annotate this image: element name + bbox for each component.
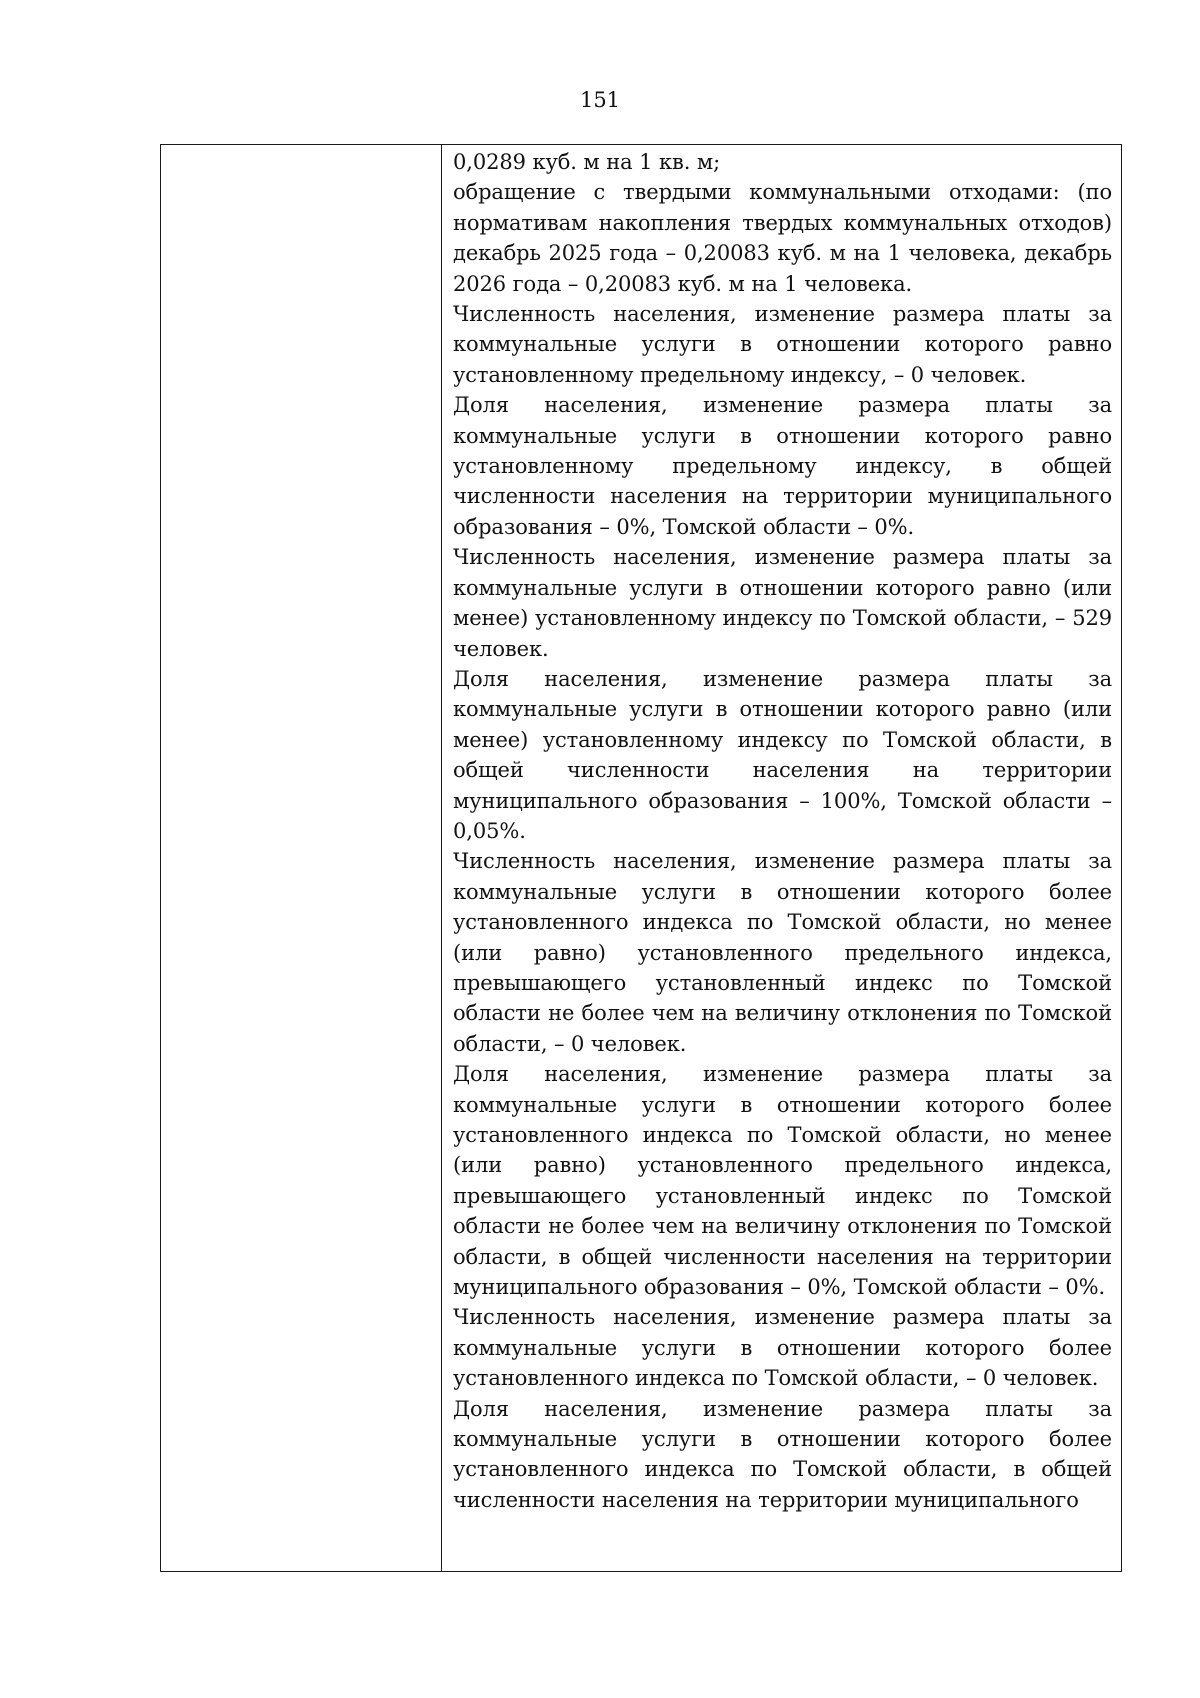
- table-paragraph: обращение с твердыми коммунальными отходами: (по нормативам накопления твердых коммунальных отходов) декабрь 2025 года – 0,20083 куб. м на 1 человека, декабрь 2026 года – 0,20083 куб. м на 1 человека.: [453, 180, 1112, 296]
- table-paragraph: Численность населения, изменение размера платы за коммунальные услуги в отношении которого равно установленному предельному индексу, – 0 человек.: [453, 302, 1112, 387]
- table-paragraph: Численность населения, изменение размера платы за коммунальные услуги в отношении которого равно (или менее) установленному индексу по Томской области, – 529 человек.: [453, 545, 1112, 661]
- table-paragraph: Доля населения, изменение размера платы за коммунальные услуги в отношении которого более установленного индекса по Томской области, но менее (или равно) установленного предельного индекса, превышающего установленный индекс по Томской области не более чем на величину отклонения по Томской области, в общей численности населения на территории муниципального образования – 0%, Томской области – 0%.: [453, 1062, 1112, 1300]
- table-left-cell: [161, 145, 442, 1571]
- document-table: [160, 144, 1122, 1572]
- table-paragraph: Доля населения, изменение размера платы за коммунальные услуги в отношении которого равно установленному предельному индексу, в общей численности населения на территории муниципального образования – 0%, Томской области – 0%.: [453, 393, 1112, 539]
- table-paragraph: Доля населения, изменение размера платы за коммунальные услуги в отношении которого равно (или менее) установленному индексу по Томской области, в общей численности населения на территории муниципального образования – 100%, Томской области – 0,05%.: [453, 666, 1112, 843]
- table-paragraph: Доля населения, изменение размера платы за коммунальные услуги в отношении которого более установленного индекса по Томской области, в общей численности населения на территории муниципального: [453, 1396, 1112, 1512]
- table-right-cell: [442, 145, 1121, 1571]
- table-paragraph: Численность населения, изменение размера платы за коммунальные услуги в отношении которого более установленного индекса по Томской области, но менее (или равно) установленного предельного индекса, превышающего установленный индекс по Томской области не более чем на величину отклонения по Томской области, – 0 человек.: [453, 849, 1112, 1056]
- table-paragraph: 0,0289 куб. м на 1 кв. м;: [453, 150, 721, 174]
- table-paragraph: Численность населения, изменение размера платы за коммунальные услуги в отношении которого более установленного индекса по Томской области, – 0 человек.: [453, 1305, 1112, 1391]
- page-number: 151: [579, 88, 621, 112]
